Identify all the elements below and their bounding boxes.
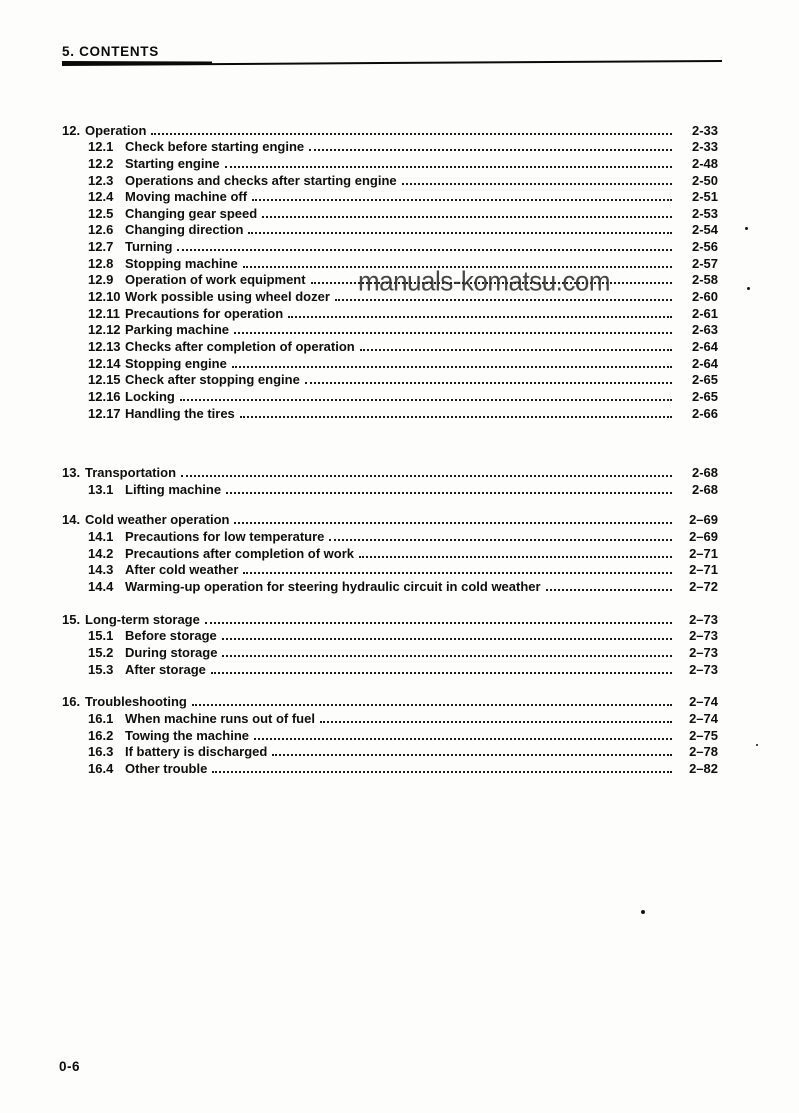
toc-entry-page: 2-63: [691, 322, 718, 338]
scan-speck: [745, 227, 748, 230]
toc-entry-number: 14.4: [88, 579, 114, 595]
toc-entry-row: [62, 304, 718, 321]
toc-entry-number: 12.15: [88, 372, 121, 388]
toc-entry-number: 15.3: [88, 661, 114, 677]
toc-entry-number: 12.7: [88, 239, 114, 255]
leader-dots: [222, 638, 672, 640]
leader-dots: [360, 349, 672, 351]
toc-entry-page: 2-58: [691, 272, 718, 288]
leader-dots: [329, 539, 672, 541]
toc-entry-page: 2–69: [689, 512, 718, 528]
toc-entry-number: 12.2: [88, 155, 114, 171]
toc-entry-number: 12.1: [88, 139, 114, 155]
toc-entry-page: 2-33: [691, 139, 718, 155]
toc-section: [62, 693, 718, 776]
toc-entry-row: [62, 354, 718, 371]
toc-entry-number: 16.2: [88, 727, 114, 743]
toc-entry-number: 12.17: [88, 405, 121, 421]
toc-section-row: [62, 610, 718, 627]
toc-entry-page: 2-60: [691, 289, 718, 305]
toc-entry-title: Operations and checks after starting engine: [125, 172, 397, 188]
toc-entry-page: 2–71: [689, 562, 718, 578]
toc-entry-row: [62, 643, 718, 660]
toc-entry-title: Transportation: [85, 465, 177, 481]
toc-entry-number: 12.11: [88, 305, 120, 321]
toc-entry-number: 12.14: [88, 355, 121, 371]
toc-entry-row: [62, 387, 718, 404]
toc-entry-number: 14.2: [88, 545, 114, 561]
toc-entry-title: Turning: [125, 239, 173, 255]
leader-dots: [252, 199, 672, 201]
toc-entry-title: After storage: [125, 661, 206, 677]
leader-dots: [192, 704, 672, 706]
leader-dots: [232, 366, 672, 368]
toc-entry-row: [62, 709, 718, 726]
toc-entry-number: 16.4: [88, 760, 114, 776]
toc-entry-number: 12.5: [88, 205, 114, 221]
toc-entry-page: 2–73: [689, 628, 718, 644]
leader-dots: [181, 475, 672, 477]
toc-entry-row: [62, 577, 718, 594]
leader-dots: [254, 738, 672, 740]
toc-entry-title: Check before starting engine: [125, 139, 305, 155]
toc-entry-row: [62, 480, 718, 497]
toc-entry-page: 2–73: [689, 611, 718, 627]
toc-entry-page: 2–78: [689, 744, 718, 760]
toc-entry-row: [62, 154, 718, 171]
leader-dots: [211, 672, 672, 674]
toc-entry-title: Precautions after completion of work: [125, 545, 354, 561]
toc-entry-page: 2-51: [691, 189, 718, 205]
toc-entry-page: 2-68: [691, 481, 718, 497]
toc-entry-title: Stopping engine: [125, 355, 227, 371]
toc-entry-page: 2-65: [691, 372, 718, 388]
toc-entry-number: 16.1: [88, 710, 114, 726]
toc-entry-title: Troubleshooting: [85, 694, 187, 710]
toc-entry-title: Work possible using wheel dozer: [125, 289, 330, 305]
toc-section: [62, 610, 718, 677]
toc-section-row: [62, 121, 718, 138]
toc-entry-page: 2–71: [689, 545, 718, 561]
toc-entry-title: If battery is discharged: [125, 744, 268, 760]
toc-entry-page: 2–69: [689, 529, 718, 545]
toc-entry-page: 2-57: [691, 255, 718, 271]
toc-entry-title: Starting engine: [125, 155, 220, 171]
toc-entry-number: 13.: [62, 465, 81, 481]
toc-section: [62, 464, 718, 497]
toc-entry-title: Changing gear speed: [125, 205, 258, 221]
toc-entry-number: 12.3: [88, 172, 114, 188]
toc-entry-title: Checks after completion of operation: [125, 338, 355, 354]
scan-speck: [641, 910, 645, 914]
toc-entry-row: [62, 188, 718, 205]
footer-page-number: 0-6: [59, 1059, 81, 1074]
page-header-title: 5. CONTENTS: [62, 44, 159, 59]
toc-entry-title: When machine runs out of fuel: [125, 710, 315, 726]
toc-entry-title: Operation of work equipment: [125, 272, 306, 288]
toc-entry-row: [62, 660, 718, 677]
toc-entry-page: 2-64: [691, 355, 718, 371]
toc-entry-page: 2–74: [689, 694, 718, 710]
toc-entry-row: [62, 743, 718, 760]
toc-entry-page: 2–82: [689, 760, 718, 776]
toc-entry-title: Changing direction: [125, 222, 244, 238]
leader-dots: [234, 332, 672, 334]
leader-dots: [288, 316, 672, 318]
leader-dots: [177, 249, 672, 251]
leader-dots: [240, 416, 672, 418]
toc-entry-number: 12.6: [88, 222, 114, 238]
leader-dots: [359, 556, 672, 558]
leader-dots: [205, 622, 672, 624]
leader-dots: [335, 299, 672, 301]
toc-entry-title: Precautions for operation: [125, 305, 284, 321]
toc-entry-page: 2-66: [691, 405, 718, 421]
toc-entry-page: 2-54: [691, 222, 718, 238]
toc-entry-number: 16.: [62, 694, 81, 710]
toc-entry-number: 12.: [62, 122, 81, 138]
toc-entry-title: Parking machine: [125, 322, 230, 338]
leader-dots: [402, 183, 672, 185]
toc-entry-number: 12.8: [88, 255, 114, 271]
leader-dots: [272, 754, 672, 756]
toc-entry-number: 14.: [62, 512, 81, 528]
toc-entry-number: 16.3: [88, 744, 114, 760]
toc-entry-row: [62, 204, 718, 221]
toc-entry-title: Before storage: [125, 628, 217, 644]
leader-dots: [151, 133, 672, 135]
toc-entry-row: [62, 138, 718, 155]
toc-entry-page: 2-68: [691, 465, 718, 481]
toc-entry-row: [62, 527, 718, 544]
toc-entry-row: [62, 337, 718, 354]
leader-dots: [243, 572, 672, 574]
toc-entry-number: 12.4: [88, 189, 114, 205]
leader-dots: [305, 382, 672, 384]
leader-dots: [234, 522, 672, 524]
table-of-contents: [62, 121, 718, 776]
leader-dots: [222, 655, 672, 657]
toc-entry-number: 12.16: [88, 388, 121, 404]
toc-entry-title: Lifting machine: [125, 481, 222, 497]
toc-entry-title: After cold weather: [125, 562, 239, 578]
toc-entry-page: 2-50: [691, 172, 718, 188]
toc-entry-row: [62, 627, 718, 644]
toc-entry-title: Moving machine off: [125, 189, 248, 205]
toc-section-row: [62, 464, 718, 481]
toc-entry-title: Cold weather operation: [85, 512, 230, 528]
toc-entry-number: 13.1: [88, 481, 114, 497]
toc-entry-number: 12.12: [88, 322, 121, 338]
toc-entry-page: 2-65: [691, 388, 718, 404]
leader-dots: [262, 216, 672, 218]
toc-entry-page: 2–73: [689, 661, 718, 677]
toc-entry-page: 2-56: [691, 239, 718, 255]
toc-entry-row: [62, 171, 718, 188]
toc-entry-row: [62, 726, 718, 743]
toc-entry-number: 14.3: [88, 562, 114, 578]
toc-entry-number: 12.10: [88, 289, 121, 305]
toc-section: [62, 511, 718, 594]
toc-entry-title: During storage: [125, 644, 218, 660]
toc-section-row: [62, 511, 718, 528]
toc-entry-row: [62, 544, 718, 561]
toc-entry-row: [62, 759, 718, 776]
toc-entry-row: [62, 321, 718, 338]
toc-entry-page: 2–75: [689, 727, 718, 743]
toc-entry-row: [62, 561, 718, 578]
watermark-text: manuals-komatsu.com: [357, 265, 611, 297]
toc-entry-title: Long-term storage: [85, 611, 200, 627]
toc-entry-row: [62, 221, 718, 238]
leader-dots: [212, 771, 672, 773]
toc-entry-title: Check after stopping engine: [125, 372, 300, 388]
toc-entry-number: 15.2: [88, 644, 114, 660]
toc-entry-title: Warming-up operation for steering hydraulic circuit in cold weather: [125, 579, 541, 595]
leader-dots: [225, 166, 672, 168]
toc-entry-title: Handling the tires: [125, 405, 235, 421]
leader-dots: [320, 721, 672, 723]
toc-entry-title: Towing the machine: [125, 727, 249, 743]
leader-dots: [546, 589, 672, 591]
leader-dots: [180, 399, 672, 401]
toc-entry-page: 2–72: [689, 579, 718, 595]
toc-entry-number: 15.: [62, 611, 81, 627]
leader-dots: [226, 492, 672, 494]
leader-dots: [248, 232, 672, 234]
toc-section-row: [62, 693, 718, 710]
toc-entry-page: 2-48: [691, 155, 718, 171]
toc-entry-title: Precautions for low temperature: [125, 529, 325, 545]
toc-entry-number: 12.9: [88, 272, 114, 288]
toc-entry-row: [62, 237, 718, 254]
toc-entry-number: 14.1: [88, 529, 114, 545]
toc-entry-page: 2–73: [689, 644, 718, 660]
toc-entry-row: [62, 404, 718, 421]
toc-entry-page: 2-64: [691, 338, 718, 354]
toc-entry-title: Other trouble: [125, 760, 208, 776]
scan-speck: [756, 744, 758, 746]
leader-dots: [309, 149, 672, 151]
toc-entry-row: [62, 371, 718, 388]
toc-entry-page: 2-61: [691, 305, 718, 321]
toc-entry-number: 12.13: [88, 338, 121, 354]
toc-entry-title: Locking: [125, 388, 175, 404]
toc-entry-page: 2-33: [691, 122, 718, 138]
toc-entry-title: Operation: [85, 122, 147, 138]
toc-entry-title: Stopping machine: [125, 255, 238, 271]
scan-speck: [747, 287, 750, 290]
toc-entry-number: 15.1: [88, 628, 114, 644]
toc-entry-page: 2–74: [689, 710, 718, 726]
toc-entry-page: 2-53: [691, 205, 718, 221]
